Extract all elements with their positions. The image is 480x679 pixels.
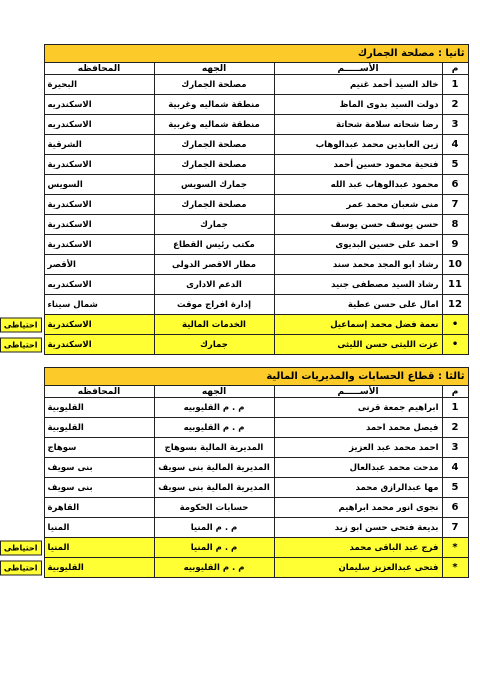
cell-governorate: الاسكندرية (44, 155, 154, 175)
table-row (44, 115, 468, 135)
table-row (44, 295, 468, 315)
cell-entity: مطار الاقصر الدولى (154, 255, 274, 275)
table-row (44, 175, 468, 195)
header-number: م (442, 386, 468, 398)
cell-entity: الخدمات المالية (154, 315, 274, 335)
reserve-badge: احتياطى (0, 337, 42, 352)
cell-entity: مصلحة الجمارك (154, 135, 274, 155)
table-row (44, 275, 468, 295)
cell-entity: منطقة شماليه وغربية (154, 95, 274, 115)
table-row (44, 75, 468, 95)
header-entity: الجهه (154, 386, 274, 398)
cell-number: 1 (442, 75, 468, 95)
cell-number: 7 (442, 195, 468, 215)
cell-number: 4 (442, 135, 468, 155)
table-row (44, 235, 468, 255)
cell-number: 1 (442, 398, 468, 418)
cell-governorate: الشرقية (44, 135, 154, 155)
cell-number: 3 (442, 115, 468, 135)
cell-number: 12 (442, 295, 468, 315)
cell-governorate: الاسكندرية (44, 335, 154, 355)
section-title: ثالثا : قطاع الحسابات والمديريات المالية (44, 368, 468, 386)
table-row (44, 418, 468, 438)
cell-governorate: بنى سويف (44, 478, 154, 498)
reserve-badge: احتياطى (0, 317, 42, 332)
header-number: م (442, 63, 468, 75)
header-name: الأســـــم (274, 63, 442, 75)
cell-entity: المديرية المالية بنى سويف (154, 478, 274, 498)
table-row (44, 155, 468, 175)
cell-governorate: الاسكندرية (44, 215, 154, 235)
cell-name: خالد السيد أحمد غنيم (274, 75, 442, 95)
cell-number: 8 (442, 215, 468, 235)
table-row (44, 538, 468, 558)
cell-name: مها عبدالرازق محمد (274, 478, 442, 498)
table-header-row (44, 63, 468, 75)
table-row (44, 478, 468, 498)
cell-number: 5 (442, 155, 468, 175)
cell-governorate: الاسكندريه (44, 275, 154, 295)
cell-entity: الدعم الادارى (154, 275, 274, 295)
cell-governorate: الأقصر (44, 255, 154, 275)
cell-governorate: السويس (44, 175, 154, 195)
cell-governorate: القليوبية (44, 418, 154, 438)
cell-governorate: الاسكندرية (44, 195, 154, 215)
section-title-row (44, 45, 468, 63)
table-row (44, 398, 468, 418)
cell-governorate: الاسكندريه (44, 95, 154, 115)
cell-number: 6 (442, 498, 468, 518)
cell-entity: م . م القليوبيه (154, 398, 274, 418)
cell-number: 5 (442, 478, 468, 498)
cell-name: حسن يوسف حسن يوسف (274, 215, 442, 235)
cell-entity: جمارك (154, 335, 274, 355)
reserve-badge: احتياطى (0, 560, 42, 575)
table-row (44, 518, 468, 538)
cell-name: بديعة فتحى حسن ابو زيد (274, 518, 442, 538)
header-governorate: المحافظه (44, 63, 154, 75)
cell-governorate: الاسكندريه (44, 115, 154, 135)
cell-entity: مكتب رئيس القطاع (154, 235, 274, 255)
cell-entity: جمارك السويس (154, 175, 274, 195)
customs-table-section (3, 44, 468, 355)
accounts-table-section (3, 367, 468, 578)
cell-number: 3 (442, 438, 468, 458)
table-row (44, 95, 468, 115)
cell-governorate: الاسكندرية (44, 235, 154, 255)
cell-name: احمد على حسين البديوى (274, 235, 442, 255)
cell-name: رشاد السيد مصطفى جنيد (274, 275, 442, 295)
cell-name: فتحى عبدالعزيز سليمان (274, 558, 442, 578)
table-header-row (44, 386, 468, 398)
cell-name: نعمة فضل محمد إسماعيل (274, 315, 442, 335)
cell-entity: م . م المنيا (154, 518, 274, 538)
cell-name: زين العابدين محمد عبدالوهاب (274, 135, 442, 155)
table-row (44, 215, 468, 235)
cell-entity: مصلحة الجمارك (154, 195, 274, 215)
section-title-row (44, 368, 468, 386)
cell-name: رشاد ابو المجد محمد سند (274, 255, 442, 275)
cell-entity: منطقة شماليه وغربية (154, 115, 274, 135)
customs-table (3, 44, 469, 355)
cell-entity: حسابات الحكومة (154, 498, 274, 518)
cell-number: 10 (442, 255, 468, 275)
cell-entity: م . م القليوبيه (154, 558, 274, 578)
cell-name: فيصل محمد احمد (274, 418, 442, 438)
cell-governorate: شمال سيناء (44, 295, 154, 315)
cell-number: 2 (442, 95, 468, 115)
table-row (44, 498, 468, 518)
cell-name: مدحت محمد عبدالعال (274, 458, 442, 478)
cell-number: * (442, 538, 468, 558)
cell-entity: المديرية المالية بسوهاج (154, 438, 274, 458)
cell-number: • (442, 315, 468, 335)
cell-governorate: البحيرة (44, 75, 154, 95)
accounts-table (3, 367, 469, 578)
table-row (44, 315, 468, 335)
table-row (44, 135, 468, 155)
cell-governorate: المنيا (44, 518, 154, 538)
cell-entity: مصلحة الجمارك (154, 155, 274, 175)
table-row (44, 458, 468, 478)
table-row (44, 255, 468, 275)
cell-governorate: القاهرة (44, 498, 154, 518)
table-row (44, 558, 468, 578)
cell-name: دولت السيد بدوى الماظ (274, 95, 442, 115)
cell-name: نجوى انور محمد ابراهيم (274, 498, 442, 518)
cell-name: عزت الليثى حسن الليثى (274, 335, 442, 355)
cell-number: * (442, 558, 468, 578)
cell-name: محمود عبدالوهاب عبد الله (274, 175, 442, 195)
cell-governorate: سوهاج (44, 438, 154, 458)
cell-name: فرج عبد الباقى محمد (274, 538, 442, 558)
header-governorate: المحافظه (44, 386, 154, 398)
header-entity: الجهه (154, 63, 274, 75)
cell-entity: جمارك (154, 215, 274, 235)
cell-name: احمد محمد عبد العزيز (274, 438, 442, 458)
section-title: ثانيا : مصلحة الجمارك (44, 45, 468, 63)
cell-number: 11 (442, 275, 468, 295)
cell-governorate: بنى سويف (44, 458, 154, 478)
cell-name: ابراهيم جمعة قرنى (274, 398, 442, 418)
cell-governorate: القليوبية (44, 558, 154, 578)
cell-governorate: القليوبية (44, 398, 154, 418)
cell-number: 4 (442, 458, 468, 478)
table-row (44, 195, 468, 215)
cell-number: 7 (442, 518, 468, 538)
reserve-badge: احتياطى (0, 540, 42, 555)
cell-number: 9 (442, 235, 468, 255)
table-row (44, 438, 468, 458)
cell-name: منى شعبان محمد عمر (274, 195, 442, 215)
cell-entity: م . م القليوبيه (154, 418, 274, 438)
cell-governorate: المنيا (44, 538, 154, 558)
cell-name: رضا شحاته سلامة شحاتة (274, 115, 442, 135)
cell-entity: المديرية المالية بنى سويف (154, 458, 274, 478)
cell-name: فتحية محمود حسين أحمد (274, 155, 442, 175)
cell-entity: م . م المنيا (154, 538, 274, 558)
cell-number: • (442, 335, 468, 355)
cell-number: 2 (442, 418, 468, 438)
cell-entity: إدارة افراج موقت (154, 295, 274, 315)
cell-name: امال على حسن عطية (274, 295, 442, 315)
cell-governorate: الاسكندرية (44, 315, 154, 335)
header-name: الأســـــم (274, 386, 442, 398)
table-row (44, 335, 468, 355)
cell-number: 6 (442, 175, 468, 195)
cell-entity: مصلحة الجمارك (154, 75, 274, 95)
